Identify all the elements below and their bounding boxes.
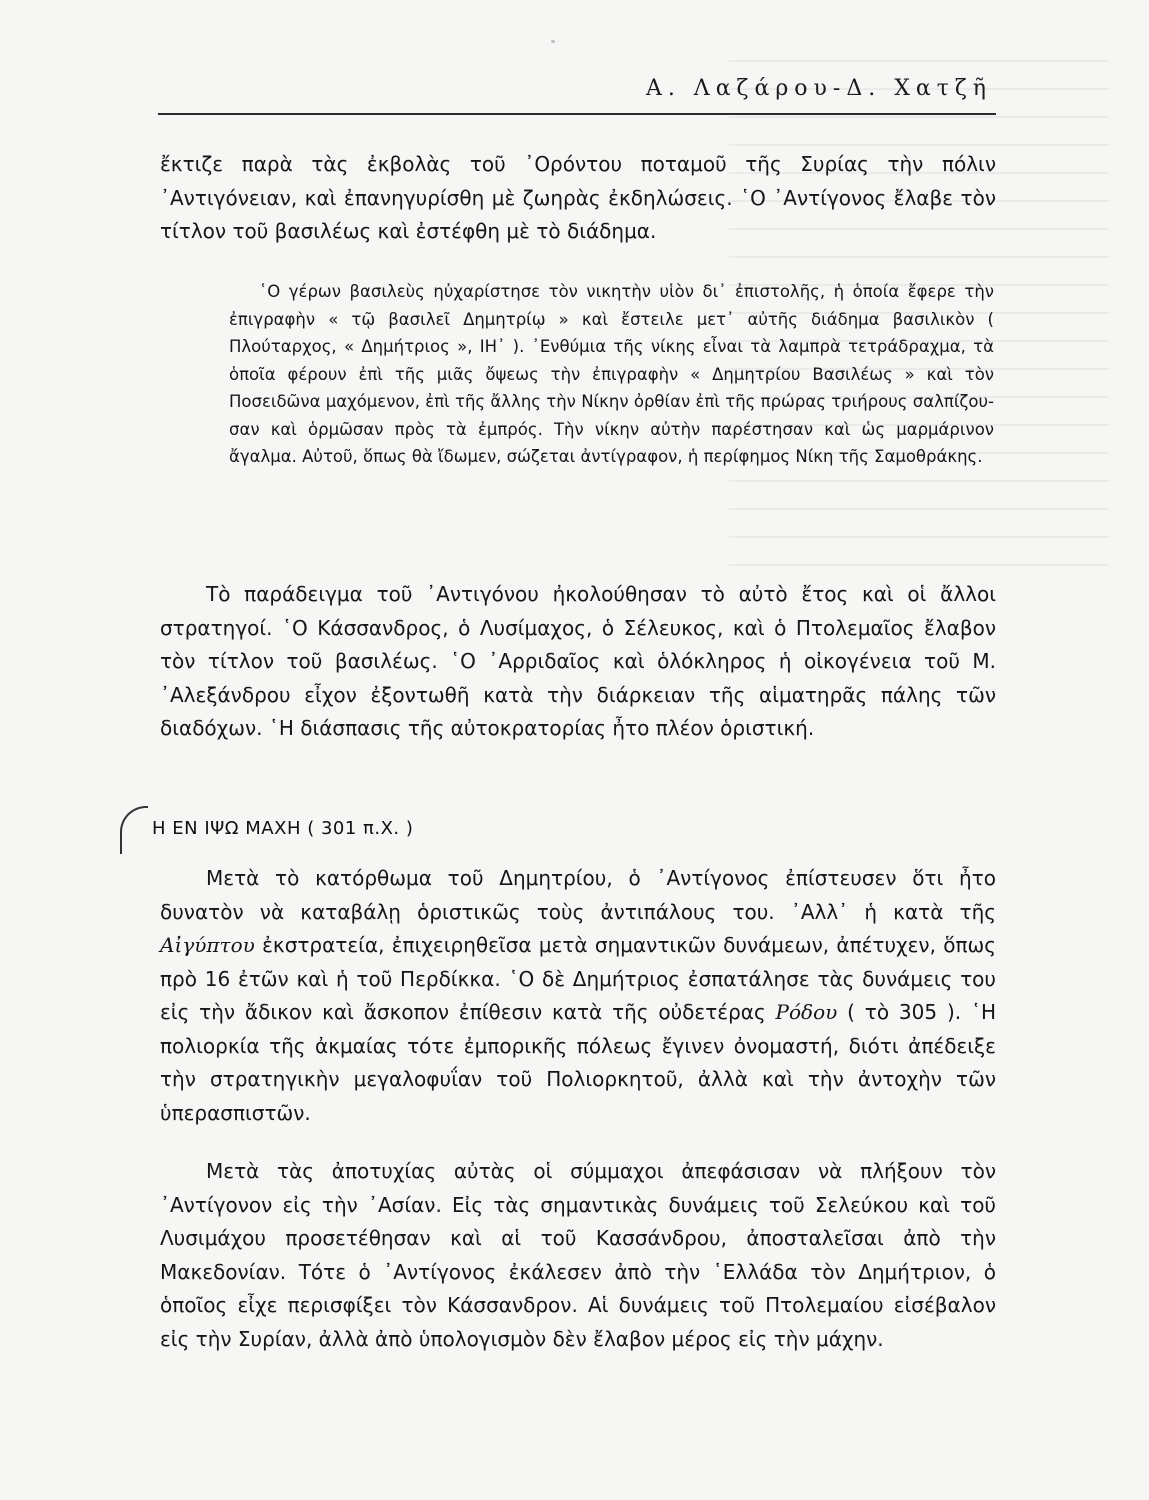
paragraph-1: ἔκτιζε παρὰ τὰς ἐκβολὰς τοῦ ᾿Ορόντου ποταμοῦ τῆς Συρίας τὴν πόλιν ᾿Αντιγόνειαν, καὶ ἐπανηγυρίσθη μὲ ζωηρὰς ἐκδηλώσεις. ῾Ο ᾿Αντίγονος ἔλαβε τὸν τίτλον τοῦ βασιλέως καὶ ἐστέφθη μὲ τὸ διάδημα. [160,152,996,243]
paragraph-3 [160,862,996,1130]
paragraph-3-text-c: ( τὸ 305 ). ῾Η πολιορκία τῆς ἀκμαίας τότε ἐμπορικῆς πόλεως ἔγινεν ὀνομαστή, διότι ἀπέδειξε τὴν στρατηγικὴν μεγαλοφυΐαν τοῦ Πολιορκητοῦ, ἀλλὰ καὶ τὴν ἀντοχὴν τῶν ὑπερασπιστῶν. [160,1000,996,1125]
running-header [158,76,996,120]
handwritten-margin-bracket [120,806,148,854]
paragraph-3-text-a: Μετὰ τὸ κατόρθωμα τοῦ Δημητρίου, ὁ ᾿Αντίγονος ἐπίστευσεν ὅτι ἦτο δυνατὸν νὰ καταβάλῃ ὁριστικῶς τοὺς ἀντιπάλους του. ᾿Αλλ᾿ ἡ κατὰ τῆς [160,866,996,924]
header-authors: Α. Λαζάρου-Δ. Χατζῆ [645,76,992,101]
place-name-egypt: Αἰγύπτου [160,933,255,957]
paragraph-2: Τὸ παράδειγμα τοῦ ᾿Αντιγόνου ἠκολούθησαν τὸ αὐτὸ ἔτος καὶ οἱ ἄλλοι στρατηγοί. ῾Ο Κάσσανδρος, ὁ Λυσίμαχος, ὁ Σέλευκος, καὶ ὁ Πτολεμαῖος ἔλαβον τὸν τίτλον τοῦ βασιλέως. ῾Ο ᾿Αρριδαῖος καὶ ὁλόκληρος ἡ οἰκογένεια τοῦ Μ. ᾿Αλεξάνδρου εἶχον ἐξοντωθῆ κατὰ τὴν διάρκειαν τῆς αἱματηρᾶς πάλης τῶν διαδόχων. ῾Η διάσπασις τῆς αὐτοκρατορίας ἦτο πλέον ὁριστική. [160,582,996,740]
paragraph-3-text-b: ἐκστρατεία, ἐπιχειρηθεῖσα μετὰ σημαντικῶν δυνάμεων, ἀπέτυχεν, ὅπως πρὸ 16 ἐτῶν καὶ ἡ τοῦ Περδίκκα. ῾Ο δὲ Δημήτριος ἐσπατάλησε τὰς δυνάμεις του εἰς τὴν ἄδικον καὶ ἄσκοπον ἐπίθεσιν κατὰ τῆς οὐδετέρας [160,933,996,1024]
section-heading: Η ΕΝ ΙΨΩ ΜΑΧΗ ( 301 π.Χ. ) [152,818,414,839]
place-name-rhodes: Ρόδου [775,1000,838,1024]
header-rule [158,113,996,115]
block-quote: ῾Ο γέρων βασιλεὺς ηὐχαρίστησε τὸν νικητὴν υἱὸν δι᾿ ἐπιστολῆς, ἡ ὁποία ἔφερε τὴν ἐπιγραφὴν « τῷ βασιλεῖ Δημητρίῳ » καὶ ἔστειλε μετ᾿ αὐτῆς διάδημα βασιλικὸν ( Πλούταρχος, « Δημήτριος », ΙΗ᾿ ). ᾿Ενθύμια τῆς νίκης εἶναι τὰ λαμπρὰ τετράδραχμα, τὰ ὁποῖα φέρουν ἐπὶ τῆς μιᾶς ὄψεως τὴν ἐπιγραφὴν « Δημητρίου Βασιλέως » καὶ τὸν Ποσειδῶνα μαχόμενον, ἐπὶ τῆς ἄλλης τὴν Νίκην ὀρθίαν ἐπὶ τῆς πρώρας τριήρους σαλπίζουσαν καὶ ὁρμῶσαν πρὸς τὰ ἐμπρός. Τὴν νίκην αὐτὴν παρέστησαν καὶ ὡς μαρμάρινον ἄγαλμα. Αὐτοῦ, ὅπως θὰ ἴδωμεν, σώζεται ἀντίγραφον, ἡ περίφημος Νίκη τῆς Σαμοθράκης. [229,282,994,466]
paper-speck [551,40,555,43]
paragraph-4: Μετὰ τὰς ἀποτυχίας αὐτὰς οἱ σύμμαχοι ἀπεφάσισαν νὰ πλήξουν τὸν ᾿Αντίγονον εἰς τὴν ᾿Ασίαν. Εἰς τὰς σημαντικὰς δυνάμεις τοῦ Σελεύκου καὶ τοῦ Λυσιμάχου προσετέθησαν καὶ αἱ τοῦ Κασσάνδρου, ἀποσταλεῖσαι ἀπὸ τὴν Μακεδονίαν. Τότε ὁ ᾿Αντίγονος ἐκάλεσεν ἀπὸ τὴν ῾Ελλάδα τὸν Δημήτριον, ὁ ὁποῖος εἶχε περισφίξει τὸν Κάσσανδρον. Αἱ δυνάμεις τοῦ Πτολεμαίου εἰσέβαλον εἰς τὴν Συρίαν, ἀλλὰ ἀπὸ ὑπολογισμὸν δὲν ἔλαβον μέρος εἰς τὴν μάχην. [160,1159,996,1351]
